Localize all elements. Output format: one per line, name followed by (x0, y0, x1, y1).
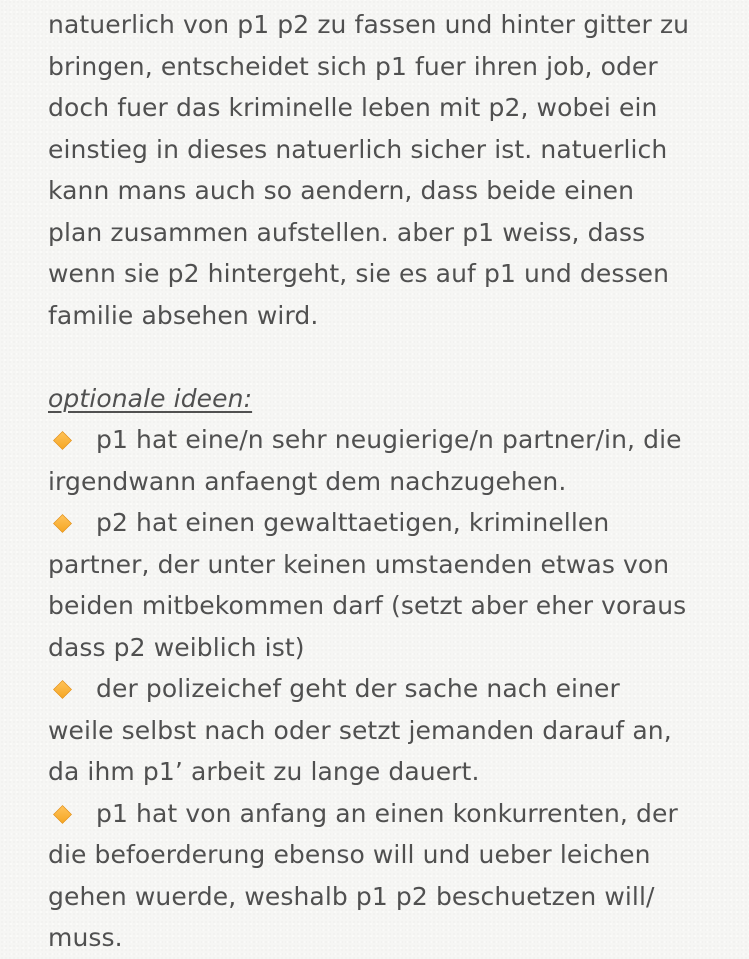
orange-diamond-icon (53, 680, 72, 699)
ideas-list (48, 419, 728, 959)
list-item-text: da ihm p1’ arbeit zu lange dauert. (48, 757, 480, 786)
orange-diamond-icon (53, 805, 72, 824)
paragraph-line: familie absehen wird. (48, 300, 319, 330)
section-heading: optionale ideen: (48, 383, 253, 413)
list-item-text: weile selbst nach oder setzt jemanden darauf an, (48, 715, 672, 745)
intro-paragraph (48, 4, 728, 336)
list-item (48, 793, 728, 959)
list-item (48, 502, 728, 668)
list-item (48, 419, 728, 502)
paragraph-line: natuerlich von p1 p2 zu fassen und hinter gitter zu (48, 10, 690, 39)
note-page (48, 4, 728, 959)
orange-diamond-icon (53, 514, 72, 533)
list-item-text: partner, der unter keinen umstaenden etwas von (48, 549, 670, 579)
blank-line (48, 336, 728, 378)
paragraph-line: doch fuer das kriminelle leben mit p2, wobei ein (48, 93, 658, 122)
list-item-text: p2 hat einen gewalttaetigen, kriminellen (96, 508, 610, 537)
list-item-text: gehen wuerde, weshalb p1 p2 beschuetzen will/ (48, 881, 655, 911)
paragraph-line: kann mans auch so aendern, dass beide einen (48, 176, 635, 205)
list-item-text: die befoerderung ebenso will und ueber leichen (48, 840, 651, 869)
paragraph-line: einstieg in dieses natuerlich sicher ist. natuerlich (48, 134, 668, 164)
paragraph-line: plan zusammen aufstellen. aber p1 weiss, dass (48, 217, 646, 247)
list-item-text: p1 hat von anfang an einen konkurrenten, der (96, 798, 678, 828)
list-item (48, 668, 728, 793)
list-item-text: p1 hat eine/n sehr neugierige/n partner/in, die (96, 425, 682, 454)
paragraph-line: wenn sie p2 hintergeht, sie es auf p1 und dessen (48, 259, 670, 288)
list-item-text: dass p2 weiblich ist) (48, 632, 305, 662)
list-item-text: beiden mitbekommen darf (setzt aber eher voraus (48, 591, 687, 620)
list-item-text: irgendwann anfaengt dem nachzugehen. (48, 466, 567, 496)
list-item-text: muss. (48, 923, 123, 952)
paragraph-line: bringen, entscheidet sich p1 fuer ihren job, oder (48, 51, 658, 81)
orange-diamond-icon (53, 431, 72, 450)
list-item-text: der polizeichef geht der sache nach einer (96, 674, 620, 703)
